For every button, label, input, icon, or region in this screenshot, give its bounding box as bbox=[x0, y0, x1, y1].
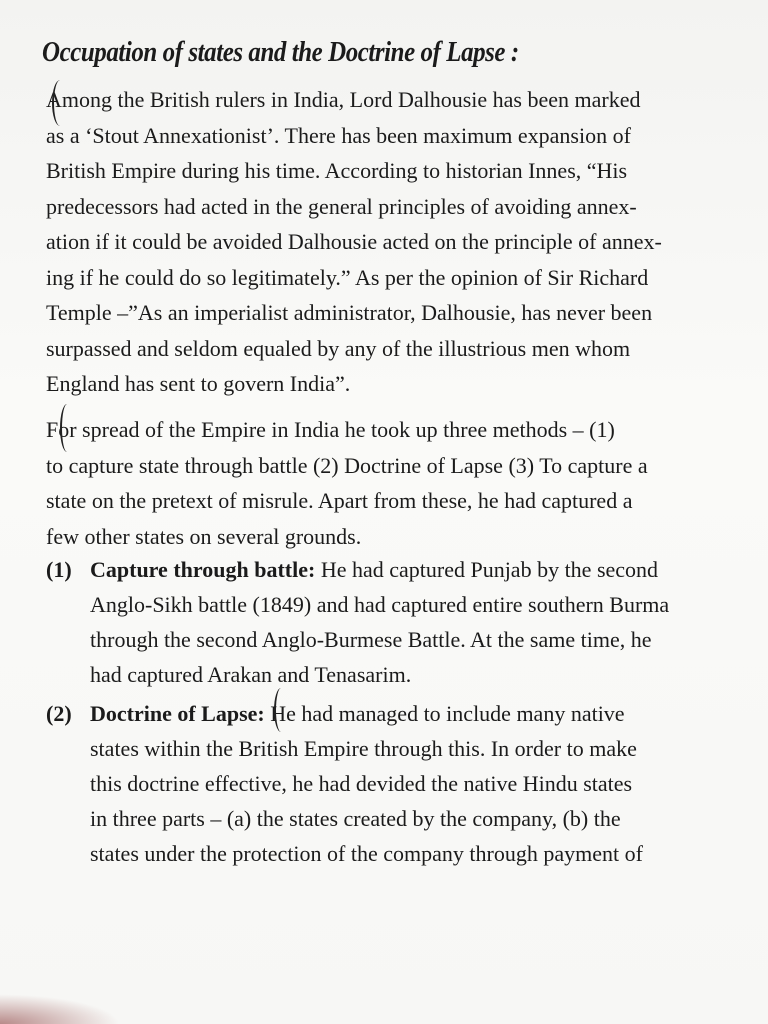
list-number: (1) bbox=[46, 557, 72, 582]
paragraph-dalhousie-intro bbox=[46, 82, 676, 402]
text-line: in three parts – (a) the states created by the company, (b) the bbox=[90, 806, 621, 831]
text-line: Anglo-Sikh battle (1849) and had captured entire southern Burma bbox=[90, 592, 670, 617]
text-line bbox=[90, 552, 680, 587]
text-line: through the second Anglo-Burmese Battle. At the same time, he bbox=[90, 627, 652, 652]
list-item-text: He had captured Punjab by the second bbox=[315, 557, 659, 582]
text-line: predecessors had acted in the general principles of avoiding annex- bbox=[46, 193, 637, 219]
text-line: Among the British rulers in India, Lord Dalhousie has been marked bbox=[46, 87, 641, 112]
text-line: surpassed and seldom equaled by any of the illustrious men whom bbox=[46, 335, 631, 361]
list-item-lead: Capture through battle: bbox=[90, 557, 316, 582]
text-line: few other states on several grounds. bbox=[46, 523, 362, 549]
pen-bracket-mark bbox=[60, 404, 74, 452]
list-item-lead: Doctrine of Lapse: bbox=[90, 701, 265, 726]
text-line: Temple –”As an imperialist administrator, Dalhousie, has never been bbox=[46, 300, 653, 325]
pen-bracket-mark bbox=[274, 688, 288, 732]
list-item-body bbox=[90, 552, 680, 692]
page-corner-shadow bbox=[0, 994, 120, 1024]
text-line: ing if he could do so legitimately.” As per the opinion of Sir Richard bbox=[46, 264, 649, 290]
text-line: to capture state through battle (2) Doctrine of Lapse (3) To capture a bbox=[46, 452, 648, 478]
section-heading: Occupation of states and the Doctrine of Lapse : bbox=[42, 36, 519, 68]
text-line: had captured Arakan and Tenasarim. bbox=[90, 662, 412, 687]
list-item-body bbox=[90, 696, 680, 871]
text-line: states within the British Empire through this. In order to make bbox=[90, 736, 637, 761]
text-line: England has sent to govern India”. bbox=[46, 371, 351, 396]
pen-bracket-mark bbox=[52, 80, 68, 126]
list-item-text: He had managed to include many native bbox=[264, 701, 625, 726]
text-line bbox=[90, 696, 680, 731]
text-line: as a ‘Stout Annexationist’. There has been maximum expansion of bbox=[46, 122, 631, 148]
text-line: this doctrine effective, he had devided the native Hindu states bbox=[90, 771, 633, 796]
text-line: ation if it could be avoided Dalhousie acted on the principle of annex- bbox=[46, 229, 662, 254]
paragraph-three-methods bbox=[46, 412, 676, 554]
text-line: state on the pretext of misrule. Apart from these, he had captured a bbox=[46, 488, 633, 513]
text-line: For spread of the Empire in India he took up three methods – (1) bbox=[46, 417, 615, 442]
list-number: (2) bbox=[46, 701, 72, 726]
text-line: British Empire during his time. According to historian Innes, “His bbox=[46, 158, 628, 183]
text-line: states under the protection of the company through payment of bbox=[90, 841, 643, 866]
